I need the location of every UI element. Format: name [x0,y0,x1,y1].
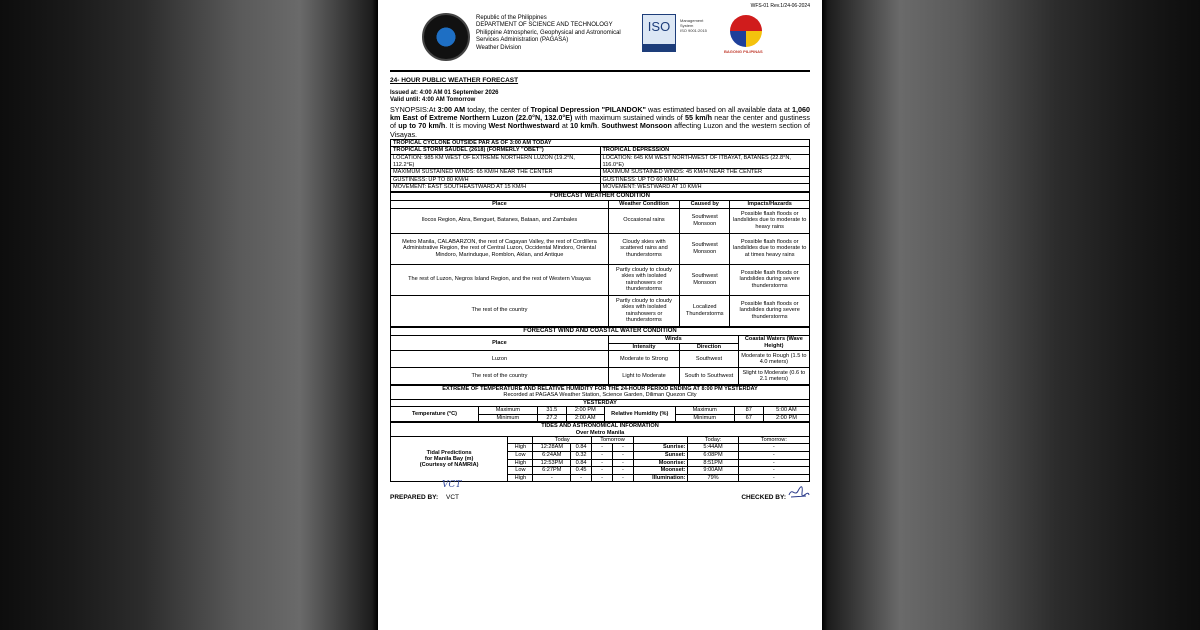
checked-by-label: CHECKED BY: [741,494,786,502]
weather-impact: Possible flash floods or landslides during severe thunderstorms [730,264,810,295]
forecast-title: 24- HOUR PUBLIC WEATHER FORECAST [390,77,519,84]
weather-cause: Southwest Monsoon [680,264,730,295]
tides-header [391,423,810,436]
tides-tomorrow: Tomorrow [592,436,634,444]
weather-col-cause: Caused by [680,201,730,209]
cyclone-table [390,139,810,192]
tidal-label-line: Tidal Predictions [426,449,472,456]
weather-place: The rest of the country [391,295,609,326]
forecast-content [390,72,810,552]
weather-col-condition: Weather Condition [608,201,679,209]
table-row [391,208,810,233]
extremes-yesterday: YESTERDAY [391,399,810,407]
tide-tomorrow-height: - [613,459,634,467]
temp-min-value: 27.2 [537,414,566,422]
temp-min-time: 2:00 AM [566,414,604,422]
synopsis-text: at [559,121,571,131]
synopsis-bold: 1,060 km East of Extreme Northern Luzon (22.0°N, 132.0°E) [390,105,810,123]
table-row [391,368,810,385]
signature-block [390,482,810,552]
tide-height: 0.45 [571,467,592,475]
extremes-header [391,386,810,399]
tide-height: 0.84 [571,459,592,467]
rh-max-time: 5:00 AM [763,407,809,415]
prepared-by-label: PREPARED BY: [390,494,439,502]
mgmt-line: System [680,23,694,28]
synopsis-bold: 55 km/h [685,113,713,123]
tide-tomorrow-time: - [592,451,613,459]
weather-impact: Possible flash floods or landslides during severe thunderstorms [730,295,810,326]
synopsis-text: . [597,121,602,131]
wind-coastal-table [390,327,810,385]
issued-at: Issued at: 4:00 AM 01 September 2026 [390,90,499,96]
weather-header: FORECAST WEATHER CONDITION [391,192,810,200]
temp-max-label: Maximum [478,407,537,415]
wind-intensity: Light to Moderate [608,368,679,385]
weather-place: The rest of Luzon, Negros Island Region, and the rest of Western Visayas [391,264,609,295]
bagong-pilipinas-logo-icon [730,15,762,47]
weather-condition: Partly cloudy to cloudy skies with isolated rainshowers or thunderstorms [608,264,679,295]
wind-place: Luzon [391,351,609,368]
synopsis-text: SYNOPSIS:At [390,105,438,114]
mgmt-line: ISO 9001:2015 [680,28,707,33]
tides-table [390,422,810,482]
astro-tomorrow-value: - [738,451,809,459]
cyclone-right-winds: MAXIMUM SUSTAINED WINDS: 45 KM/H NEAR THE CENTER [600,169,810,177]
iso-mark: ISO [647,19,671,34]
astro-today: Today: [688,436,738,444]
tide-tomorrow-time: - [592,467,613,475]
tide-type: High [508,444,533,452]
tide-height: - [571,474,592,482]
weather-place: Ilocos Region, Abra, Benguet, Batanes, Bataan, and Zambales [391,208,609,233]
synopsis-bold: Southwest Monsoon [601,121,672,131]
tidal-label-line: for Manila Bay (m) [424,455,474,462]
dost-seal-icon [422,13,470,61]
cyclone-right-gust: GUSTINESS: UP TO 60 KM/H [600,176,810,184]
astro-tomorrow-value: - [738,444,809,452]
cyclone-left-gust: GUSTINESS: UP TO 80 KM/H [391,176,601,184]
cyclone-left-movement: MOVEMENT: EAST SOUTHEASTWARD AT 15 KM/H [391,184,601,192]
cyclone-left-location: LOCATION: 985 KM WEST OF EXTREME NORTHERN LUZON (19.2°N, 112.2°E) [391,155,601,169]
wind-col-intensity: Intensity [608,343,679,351]
extremes-title: EXTREME OF TEMPERATURE AND RELATIVE HUMIDITY FOR THE 24-HOUR PERIOD ENDING AT 8:00 PM YESTERDAY [442,386,758,393]
astro-tomorrow: Tomorrow: [738,436,809,444]
tidal-label [391,436,508,482]
agency-line: Republic of the Philippines [476,15,547,21]
tide-tomorrow-height: - [613,467,634,475]
synopsis-text: today, the center of [465,105,531,114]
weather-col-impact: Impacts/Hazards [730,201,810,209]
temperature-label: Temperature (°C) [391,407,479,422]
agency-line: Services Administration (PAGASA) [476,37,569,44]
tide-time: 6:27PM [533,467,571,475]
wind-coastal: Moderate to Rough (1.5 to 4.0 meters) [738,351,809,368]
weather-col-place: Place [391,201,609,209]
rh-max-label: Maximum [675,407,734,415]
wind-direction: Southwest [680,351,739,368]
weather-condition-table [390,192,810,327]
astro-label: Illumination: [633,474,687,482]
astro-value: 6:08PM [688,451,738,459]
weather-condition: Occasional rains [608,208,679,233]
synopsis-text: was estimated based on all available data at [645,105,792,114]
astro-value: 9:00AM [688,467,738,475]
astro-label: Moonrise: [633,459,687,467]
tide-time: - [533,474,571,482]
astro-blank-cell [633,436,687,444]
weather-condition: Cloudy skies with scattered rains and thunderstorms [608,233,679,264]
valid-until: Valid until: 4:00 AM Tomorrow [390,97,476,103]
humidity-label: Relative Humidity (%) [604,407,675,422]
tide-tomorrow-time: - [592,459,613,467]
tide-time: 6:24AM [533,451,571,459]
agency-line: DEPARTMENT OF SCIENCE AND TECHNOLOGY [476,22,613,29]
synopsis [390,106,810,139]
synopsis-bold: 3:00 AM [437,105,466,114]
wind-intensity: Moderate to Strong [608,351,679,368]
tide-type: High [508,459,533,467]
weather-cause: Southwest Monsoon [680,233,730,264]
astro-value: 5:44AM [688,444,738,452]
synopsis-bold: up to 70 km/h [398,121,446,131]
document-reference: WFS-01 Rev.1/24-06-2024 [750,3,810,9]
weather-place: Metro Manila, CALABARZON, the rest of Cagayan Valley, the rest of Cordillera Administrative Region, the rest of Central Luzon, Occidental Mindoro, Oriental Mindoro, Marinduque, Romblon, Aklan, and Antique [391,233,609,264]
synopsis-text: near the center and gustiness of [390,113,810,131]
astro-tomorrow-value: - [738,459,809,467]
cyclone-left-name: TROPICAL STORM SAUDEL (2618) (FORMERLY "OBET") [391,147,601,155]
agency-line: Weather Division [476,44,522,51]
temp-max-time: 2:00 PM [566,407,604,415]
cyclone-left-winds: MAXIMUM SUSTAINED WINDS: 65 KM/H NEAR THE CENTER [391,169,601,177]
tides-sub: Over Metro Manila [575,429,625,436]
tide-type: Low [508,467,533,475]
tides-title: TIDES AND ASTRONOMICAL INFORMATION [541,423,659,430]
wind-place: The rest of the country [391,368,609,385]
letterhead [390,0,810,72]
prepared-by-name: VCT [446,494,459,502]
agency-line: Philippine Atmospheric, Geophysical and Astronomical [476,29,621,36]
astro-tomorrow-value: - [738,467,809,475]
extremes-table [390,385,810,422]
checked-by-signature-icon [788,483,810,499]
tide-time: 12:28AM [533,444,571,452]
synopsis-text: affecting Luzon and the western section of Visayas. [390,121,810,139]
rh-max-value: 87 [734,407,763,415]
cyclone-right-location: LOCATION: 645 KM WEST NORTHWEST OF ITBAYAT, BATANES (22.8°N, 116.0°E) [600,155,810,169]
synopsis-bold: 10 km/h [570,121,598,131]
tide-height: 0.84 [571,444,592,452]
synopsis-text: with maximum sustained winds of [572,113,686,123]
synopsis-bold: West Northwestward [488,121,560,131]
wind-col-coastal: Coastal Waters (Wave Height) [738,335,809,350]
astro-value: 79% [688,474,738,482]
temp-min-label: Minimum [478,414,537,422]
tide-type: High [508,474,533,482]
forecast-document [378,0,822,630]
tide-tomorrow-height: - [613,444,634,452]
table-row [391,295,810,326]
tide-type: Low [508,451,533,459]
astro-label: Sunrise: [633,444,687,452]
tide-time: 12:53PM [533,459,571,467]
document-body [390,0,810,552]
bagong-pilipinas-name: BAGONG PILIPINAS [724,49,763,54]
astro-tomorrow-value: - [738,474,809,482]
table-row [391,351,810,368]
tide-tomorrow-height: - [613,451,634,459]
tides-blank-cell [508,436,533,444]
rh-min-label: Minimum [675,414,734,422]
weather-impact: Possible flash floods or landslides due to moderate to heavy rains [730,208,810,233]
iso-banner [643,44,675,51]
tide-tomorrow-height: - [613,474,634,482]
wind-header: FORECAST WIND AND COASTAL WATER CONDITION [391,327,810,335]
tide-tomorrow-time: - [592,474,613,482]
weather-impact: Possible flash floods or landslides due to moderate to at times heavy rains [730,233,810,264]
astro-label: Sunset: [633,451,687,459]
rh-min-time: 2:00 PM [763,414,809,422]
tide-height: 0.32 [571,451,592,459]
tides-today: Today [533,436,592,444]
prepared-by-signature: VCT [442,480,462,491]
cyclone-right-movement: MOVEMENT: WESTWARD AT 10 KM/H [600,184,810,192]
temp-max-value: 31.5 [537,407,566,415]
tidal-label-line: (Courtesy of NAMRIA) [419,462,479,469]
astro-value: 8:51PM [688,459,738,467]
synopsis-text: . It is moving [445,121,489,131]
table-row [391,233,810,264]
wind-col-direction: Direction [680,343,739,351]
astro-label: Moonset: [633,467,687,475]
weather-cause: Southwest Monsoon [680,208,730,233]
synopsis-bold: Tropical Depression "PILANDOK" [530,105,646,114]
wind-direction: South to Southwest [680,368,739,385]
agency-block [476,15,621,52]
tide-tomorrow-time: - [592,444,613,452]
cyclone-right-name: TROPICAL DEPRESSION [600,147,810,155]
wind-col-place: Place [391,335,609,350]
management-system-text [680,18,707,33]
extremes-sub: Recorded at PAGASA Weather Station, Science Garden, Diliman Quezon City [503,392,697,399]
cyclone-header: TROPICAL CYCLONE OUTSIDE PAR AS OF 3:00 AM TODAY [391,139,810,147]
wind-col-winds: Winds [608,335,738,343]
weather-condition: Partly cloudy to cloudy skies with isolated rainshowers or thunderstorms [608,295,679,326]
weather-cause: Localized Thunderstorms [680,295,730,326]
rh-min-value: 67 [734,414,763,422]
mgmt-line: Management [680,18,704,23]
table-row [391,264,810,295]
wind-coastal: Slight to Moderate (0.6 to 2.1 meters) [738,368,809,385]
